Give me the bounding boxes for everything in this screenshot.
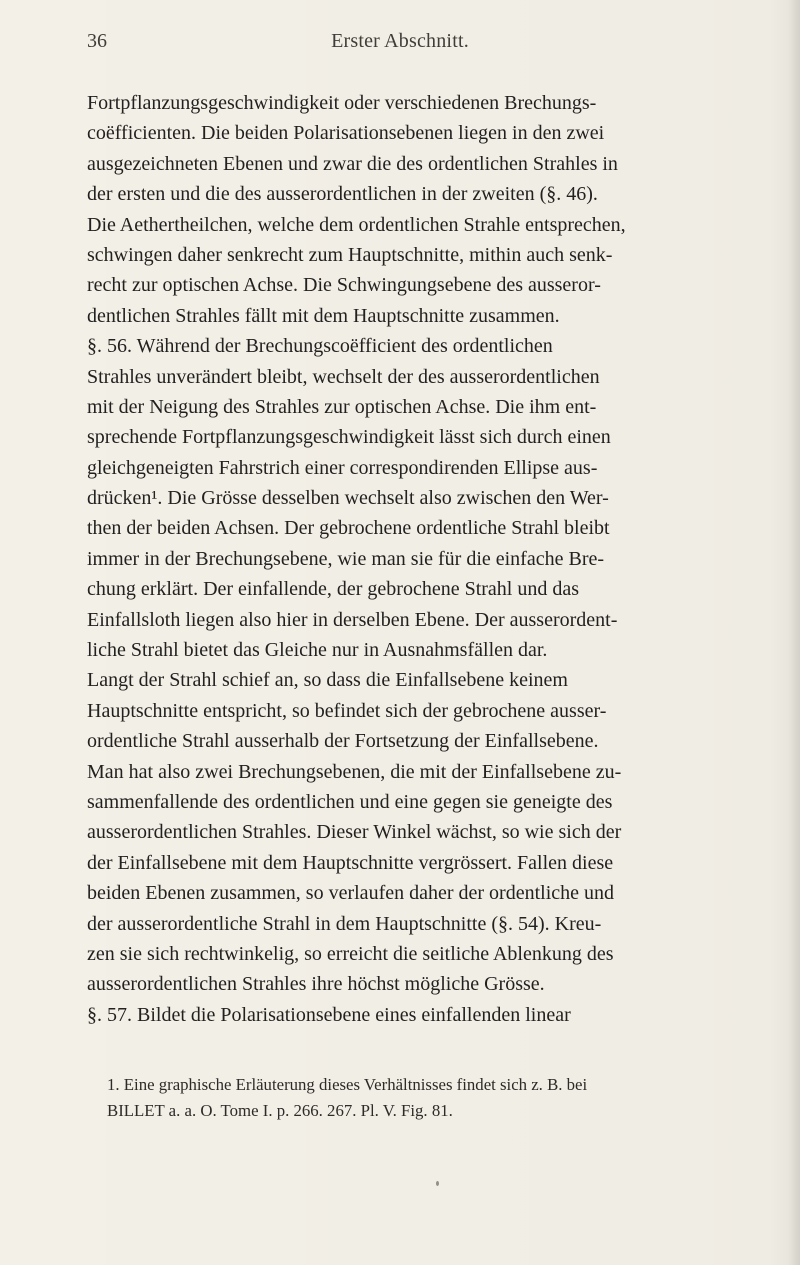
text-line: Einfallsloth liegen also hier in derselben Ebene. Der ausserordent- [87,608,618,631]
text-line: zen sie sich rechtwinkelig, so erreicht die seitliche Ablenkung des [87,942,614,965]
text-line: coëfficienten. Die beiden Polarisationsebenen liegen in den zwei [87,122,605,145]
text-line: der ausserordentliche Strahl in dem Hauptschnitte (§. 54). Kreu- [87,912,602,935]
main-text-block [87,88,737,1030]
text-line: then der beiden Achsen. Der gebrochene ordentliche Strahl bleibt [87,517,610,540]
text-line: liche Strahl bietet das Gleiche nur in Ausnahmsfällen dar. [87,639,548,662]
text-line: beiden Ebenen zusammen, so verlaufen daher der ordentliche und [87,882,615,905]
text-line: gleichgeneigten Fahrstrich einer correspondirenden Ellipse aus- [87,456,598,479]
running-head: Erster Abschnitt. [331,30,469,52]
page-header [87,20,713,60]
text-line: Strahles unverändert bleibt, wechselt der des ausserordentlichen [87,365,600,388]
text-line: dentlichen Strahles fällt mit dem Hauptschnitte zusammen. [87,304,560,327]
page-number: 36 [87,30,107,52]
text-line: Man hat also zwei Brechungsebenen, die mit der Einfallsebene zu- [87,760,622,783]
text-line: ordentliche Strahl ausserhalb der Fortsetzung der Einfallsebene. [87,730,599,753]
text-line: Langt der Strahl schief an, so dass die Einfallsebene keinem [87,669,568,692]
text-line: ausgezeichneten Ebenen und zwar die des ordentlichen Strahles in [87,152,618,175]
section-57-line: §. 57. Bildet die Polarisationsebene eines einfallenden linear [87,1003,571,1026]
text-line: chung erklärt. Der einfallende, der gebrochene Strahl und das [87,578,580,601]
page-edge-shadow [788,0,800,1265]
footnote-line-2: BILLET a. a. O. Tome I. p. 266. 267. Pl. V. Fig. 81. [107,1100,453,1120]
text-line: Hauptschnitte entspricht, so befindet sich der gebrochene ausser- [87,699,607,722]
text-line: recht zur optischen Achse. Die Schwingungsebene des ausseror- [87,274,601,297]
text-line: drücken¹. Die Grösse desselben wechselt also zwischen den Wer- [87,487,609,510]
text-line: immer in der Brechungsebene, wie man sie für die einfache Bre- [87,547,605,570]
paper-speck [436,1181,439,1186]
text-line: ausserordentlichen Strahles. Dieser Winkel wächst, so wie sich der [87,821,622,844]
text-line: der ersten und die des ausserordentlichen in der zweiten (§. 46). [87,183,598,206]
text-line: sammenfallende des ordentlichen und eine gegen sie geneigte des [87,790,613,813]
footnote-block [107,1072,747,1123]
text-line: schwingen daher senkrecht zum Hauptschnitte, mithin auch senk- [87,243,613,266]
text-line: mit der Neigung des Strahles zur optischen Achse. Die ihm ent- [87,395,597,418]
text-line: der Einfallsebene mit dem Hauptschnitte vergrössert. Fallen diese [87,851,614,874]
text-line: Die Aethertheilchen, welche dem ordentlichen Strahle entsprechen, [87,213,626,236]
text-line: ausserordentlichen Strahles ihre höchst mögliche Grösse. [87,973,545,996]
section-56-line: §. 56. Während der Brechungscoëfficient des ordentlichen [87,335,553,358]
text-line: Fortpflanzungsgeschwindigkeit oder verschiedenen Brechungs- [87,92,597,114]
footnote-line-1: 1. Eine graphische Erläuterung dieses Verhältnisses findet sich z. B. bei [107,1075,588,1094]
text-line: sprechende Fortpflanzungsgeschwindigkeit lässt sich durch einen [87,426,611,449]
